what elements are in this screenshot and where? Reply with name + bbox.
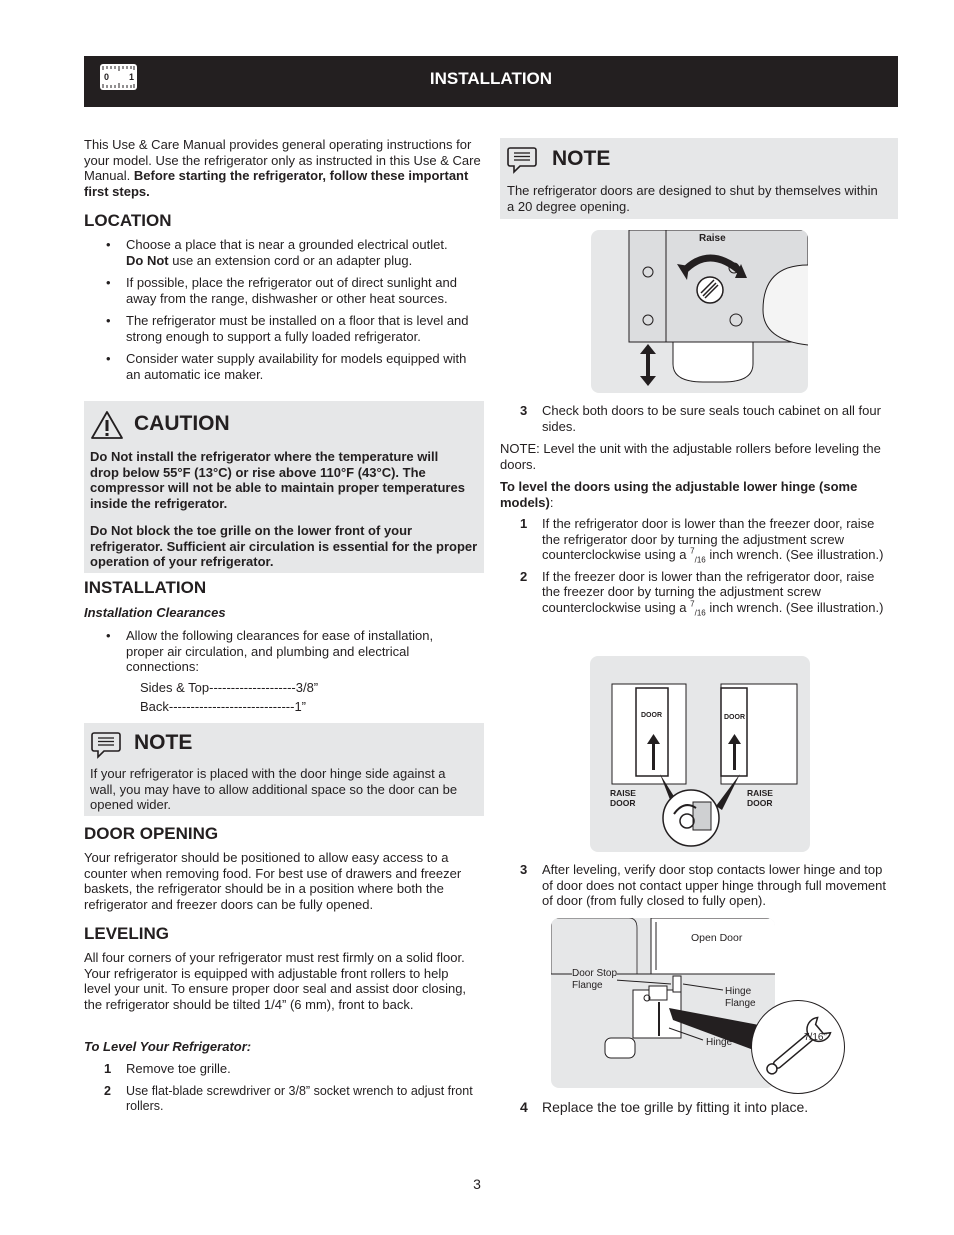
- ruler-label-1: 1: [129, 72, 135, 82]
- leveling-steps: [84, 1061, 479, 1115]
- leveling-heading: LEVELING: [84, 924, 170, 943]
- list-item: [84, 1061, 479, 1077]
- step-number: 2: [104, 1083, 111, 1098]
- intro-paragraph: [84, 137, 484, 199]
- list-item-text: use an extension cord or an adapter plug.: [172, 252, 413, 268]
- step-number: 1: [520, 516, 528, 531]
- leveling-text: All four corners of your refrigerator must rest firmly on a solid floor. Your refrigerator is equipped with adjustable front rollers to help level your unit. To ensure proper door seal and assist door closing, the refrigerator should be tilted 1/4” (6 mm), front to back.: [84, 950, 467, 1012]
- step-number: 3: [520, 862, 528, 877]
- step-number: 2: [520, 568, 528, 584]
- flange-text: Flange: [725, 998, 756, 1009]
- hinge-illustration: [551, 918, 775, 1088]
- fraction-numerator: 7: [690, 599, 695, 609]
- list-item-text: Choose a place that is near a grounded electrical outlet.: [126, 237, 448, 252]
- raise-door-label-right: [747, 788, 773, 808]
- leveling-note: NOTE: Level the unit with the adjustable rollers before leveling the doors.: [500, 441, 881, 472]
- door-text: DOOR: [610, 798, 636, 808]
- door-stop-text: Door Stop: [572, 968, 618, 979]
- list-item: • The refrigerator must be installed on a floor that is level and strong enough to support a fully loaded refrigerator.: [84, 313, 484, 344]
- step-number: 1: [104, 1061, 112, 1076]
- list-item-bold: Do Not: [126, 252, 169, 268]
- door-opening-heading: DOOR OPENING: [84, 824, 219, 843]
- list-item: • Allow the following clearances for ease of installation, proper air circulation, and plumbing and electrical connections:: [84, 628, 464, 675]
- leveling-subheading: To Level Your Refrigerator:: [84, 1039, 252, 1054]
- raise-text: RAISE: [610, 788, 636, 798]
- fraction-denominator: /16: [694, 608, 706, 618]
- wrench-icon: [752, 1001, 844, 1093]
- step-text: If the refrigerator door is lower than the freezer door, raise the refrigerator door by turning the adjustment screw counterclockwise using a: [542, 516, 875, 562]
- step-text: Remove toe grille.: [126, 1061, 231, 1076]
- step-text: If the freezer door is lower than the refrigerator door, raise the freezer door by turning the adjustment screw counterclockwise using a: [542, 568, 875, 615]
- note-text: If your refrigerator is placed with the door hinge side against a wall, you may have to allow additional space so the door can be opened wider.: [90, 766, 458, 812]
- step-text: After leveling, verify door stop contacts lower hinge and top of door does not contact upper hinge through full movement of door (from fully closed to fully open).: [542, 862, 886, 908]
- list-item: [84, 237, 484, 268]
- hinge-label: Hinge: [706, 1037, 733, 1048]
- door-label-right: DOOR: [724, 714, 745, 721]
- hinge-flange-label: [725, 986, 756, 1010]
- hinge-instruction: [500, 479, 895, 510]
- door-stop-flange-label: [572, 968, 617, 992]
- note-box: [500, 138, 898, 219]
- step-text: inch wrench. (See illustration.): [705, 547, 884, 562]
- clearance-list: [84, 628, 464, 675]
- note-heading: NOTE: [552, 147, 611, 170]
- page-number: 3: [473, 1176, 481, 1192]
- location-list: [84, 237, 484, 382]
- list-item: [500, 516, 895, 563]
- hinge-instruction-colon: :: [549, 494, 554, 510]
- right-steps-top: [500, 403, 895, 618]
- intro-bold: Before starting the refrigerator, follow these important first steps.: [84, 168, 469, 199]
- caution-text-1: Do Not install the refrigerator where the temperature will drop below 55°F (13°C) or rise above 110°F (43°C). The compressor will not be able to maintain proper temperatures inside the refrigerator.: [90, 449, 465, 511]
- caution-heading: CAUTION: [134, 412, 230, 435]
- flange-text: Flange: [572, 980, 603, 991]
- list-item: [84, 1084, 479, 1115]
- caution-text-2: Do Not block the toe grille on the lower front of your refrigerator. Sufficient air circulation is essential for the proper operation of your refrigerator.: [90, 523, 478, 569]
- left-column: [84, 137, 484, 199]
- wrench-size-label: 7/16”: [804, 1032, 827, 1043]
- open-door-label: Open Door: [691, 932, 743, 944]
- list-item: [500, 1099, 895, 1116]
- list-item: [500, 569, 895, 616]
- wrench-callout: [751, 1000, 845, 1094]
- location-heading: LOCATION: [84, 211, 172, 230]
- roller-illustration: [591, 230, 808, 393]
- raise-label: Raise: [699, 233, 726, 244]
- list-item: • If possible, place the refrigerator out of direct sunlight and away from the range, dishwasher or other heat sources.: [84, 275, 484, 306]
- ruler-label-0: 0: [104, 72, 110, 82]
- list-item: • Consider water supply availability for models equipped with an automatic ice maker.: [84, 351, 484, 382]
- caution-box: [84, 401, 484, 573]
- note-text: The refrigerator doors are designed to shut by themselves within a 20 degree opening.: [507, 183, 878, 214]
- step-text: Use flat-blade screwdriver or 3/8” socket wrench to adjust front rollers.: [126, 1083, 473, 1113]
- intro-text: This Use & Care Manual provides general operating instructions for your model. Use the refrigerator only as instructed in this Use & Care Manual.: [84, 137, 481, 183]
- right-steps-bottom: [500, 1099, 895, 1116]
- step-text: Replace the toe grille by fitting it into place.: [542, 1099, 809, 1115]
- door-opening-text: Your refrigerator should be positioned to allow easy access to a counter when removing food. For best use of drawers and freezer baskets, the refrigerator should be in a position where both the refrigerator and freezer doors can be fully opened.: [84, 850, 462, 912]
- note-box: [84, 723, 484, 816]
- raise-text: RAISE: [747, 788, 773, 798]
- clearance-back: Back-----------------------------1”: [140, 699, 307, 714]
- note-icon: [507, 146, 537, 174]
- door-text: DOOR: [747, 798, 773, 808]
- fraction-denominator: /16: [694, 555, 706, 565]
- fraction-numerator: 7: [690, 546, 695, 556]
- installation-subheading: Installation Clearances: [84, 605, 226, 620]
- step-text: inch wrench. (See illustration.): [705, 599, 884, 615]
- note-icon: [91, 731, 121, 759]
- list-item: [500, 403, 895, 434]
- page-title: INSTALLATION: [429, 69, 553, 88]
- door-adjust-illustration: [590, 656, 810, 852]
- door-label-left: DOOR: [641, 712, 662, 719]
- right-steps-mid: [500, 862, 895, 909]
- step-number: 4: [520, 1099, 528, 1115]
- list-item: [500, 862, 895, 909]
- section-header: [84, 56, 898, 107]
- clearance-sides: Sides & Top--------------------3/8”: [140, 680, 319, 695]
- note-heading: NOTE: [134, 731, 193, 754]
- raise-door-label-left: [610, 788, 636, 808]
- step-number: 3: [520, 403, 528, 418]
- installation-heading: INSTALLATION: [84, 578, 207, 597]
- warning-icon: [90, 410, 124, 440]
- hinge-instruction-bold: To level the doors using the adjustable lower hinge (some models): [500, 479, 858, 510]
- step-text: Check both doors to be sure seals touch cabinet on all four sides.: [542, 403, 881, 434]
- hinge-text: Hinge: [725, 986, 752, 997]
